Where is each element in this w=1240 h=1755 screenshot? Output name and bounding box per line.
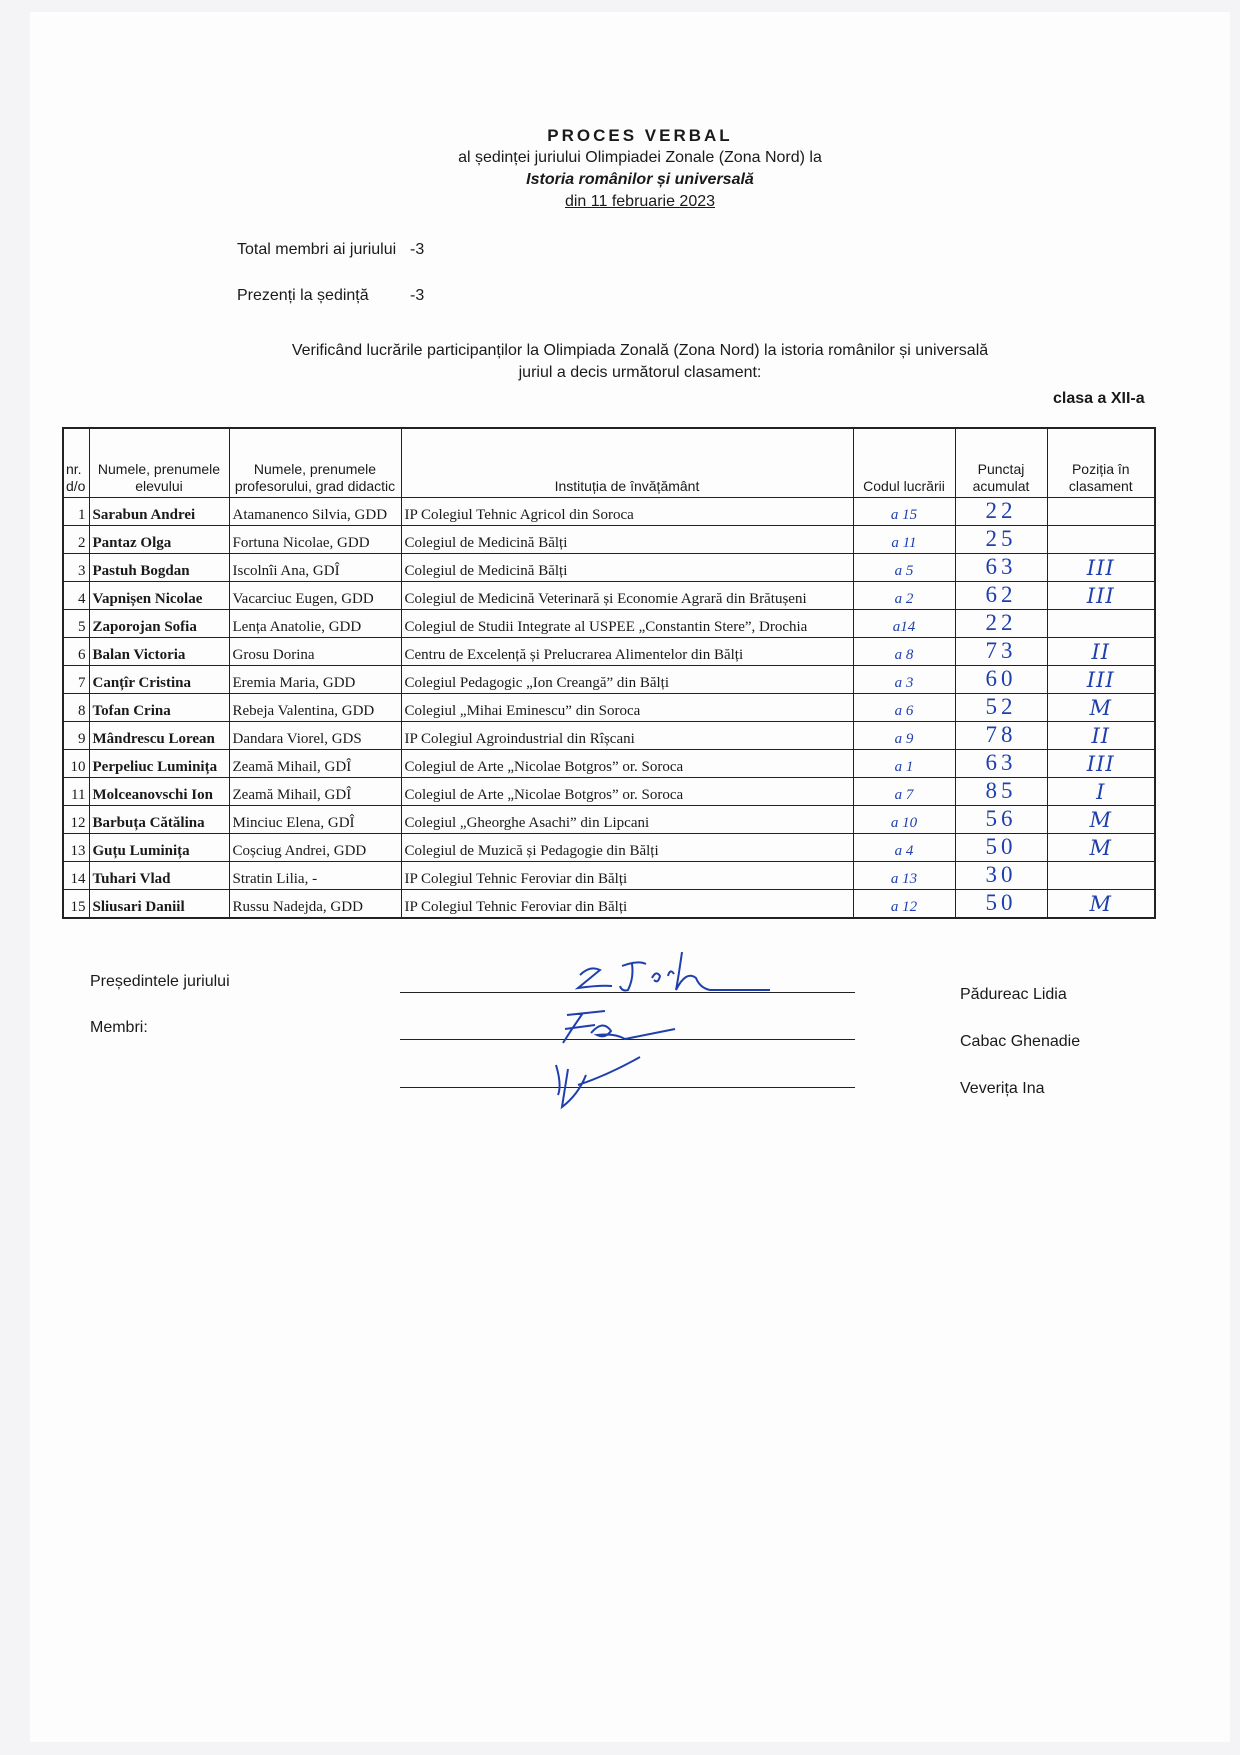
cell-student: Tofan Crina bbox=[89, 694, 229, 722]
table-row bbox=[63, 722, 1155, 750]
cell-rank: M bbox=[1047, 890, 1155, 919]
cell-rank: M bbox=[1047, 834, 1155, 862]
cell-institution: Colegiul de Medicină Bălți bbox=[401, 526, 853, 554]
cell-score: 52 bbox=[955, 694, 1047, 722]
cell-teacher: Russu Nadejda, GDD bbox=[229, 890, 401, 919]
document-subtitle: al ședinței juriului Olimpiadei Zonale (Zona Nord) la bbox=[458, 149, 822, 166]
cell-rank: III bbox=[1047, 750, 1155, 778]
cell-score: 60 bbox=[955, 666, 1047, 694]
cell-nr: 11 bbox=[63, 778, 89, 806]
cell-score: 25 bbox=[955, 526, 1047, 554]
cell-work-code: a 1 bbox=[853, 750, 955, 778]
table-row bbox=[63, 694, 1155, 722]
cell-student: Mândrescu Lorean bbox=[89, 722, 229, 750]
cell-score: 56 bbox=[955, 806, 1047, 834]
cell-institution: Colegiul de Arte „Nicolae Botgros” or. Soroca bbox=[401, 750, 853, 778]
cell-score: 22 bbox=[955, 498, 1047, 526]
total-members-label: Total membri ai juriului bbox=[237, 241, 397, 258]
cell-nr: 12 bbox=[63, 806, 89, 834]
cell-rank: II bbox=[1047, 638, 1155, 666]
cell-student: Perpeliuc Luminița bbox=[89, 750, 229, 778]
cell-institution: IP Colegiul Tehnic Feroviar din Bălți bbox=[401, 890, 853, 919]
cell-nr: 3 bbox=[63, 554, 89, 582]
cell-work-code: a14 bbox=[853, 610, 955, 638]
cell-institution: Colegiul de Studii Integrate al USPEE „Constantin Stere”, Drochia bbox=[401, 610, 853, 638]
cell-rank bbox=[1047, 526, 1155, 554]
table-row bbox=[63, 498, 1155, 526]
table-row bbox=[63, 806, 1155, 834]
header-block bbox=[0, 125, 1240, 213]
cell-institution: Colegiul de Medicină Bălți bbox=[401, 554, 853, 582]
cell-work-code: a 15 bbox=[853, 498, 955, 526]
table-row bbox=[63, 526, 1155, 554]
cell-student: Canțîr Cristina bbox=[89, 666, 229, 694]
cell-rank bbox=[1047, 610, 1155, 638]
cell-nr: 8 bbox=[63, 694, 89, 722]
present-members-value: -3 bbox=[410, 287, 425, 304]
member-1-name: Cabac Ghenadie bbox=[960, 1033, 1081, 1050]
cell-rank: I bbox=[1047, 778, 1155, 806]
cell-work-code: a 11 bbox=[853, 526, 955, 554]
cell-institution: Colegiul Pedagogic „Ion Creangă” din Bălți bbox=[401, 666, 853, 694]
signature-member-2 bbox=[548, 1055, 658, 1115]
cell-student: Sliusari Daniil bbox=[89, 890, 229, 919]
cell-rank bbox=[1047, 862, 1155, 890]
cell-teacher: Lența Anatolie, GDD bbox=[229, 610, 401, 638]
header-prof: Numele, prenumele profesorului, grad didactic bbox=[229, 428, 401, 498]
intro-line-1: Verificând lucrările participanților la Olimpiada Zonală (Zona Nord) la istoria românilor și universală bbox=[291, 342, 989, 359]
cell-score: 63 bbox=[955, 554, 1047, 582]
cell-nr: 14 bbox=[63, 862, 89, 890]
cell-work-code: a 8 bbox=[853, 638, 955, 666]
cell-student: Balan Victoria bbox=[89, 638, 229, 666]
cell-teacher: Dandara Viorel, GDS bbox=[229, 722, 401, 750]
cell-work-code: a 3 bbox=[853, 666, 955, 694]
cell-work-code: a 10 bbox=[853, 806, 955, 834]
total-members-row bbox=[237, 241, 425, 259]
table-row bbox=[63, 582, 1155, 610]
cell-rank: II bbox=[1047, 722, 1155, 750]
signature-president bbox=[560, 940, 800, 1000]
cell-student: Vapnișen Nicolae bbox=[89, 582, 229, 610]
header-punctaj: Punctaj acumulat bbox=[955, 428, 1047, 498]
table-row bbox=[63, 778, 1155, 806]
cell-teacher: Stratin Lilia, - bbox=[229, 862, 401, 890]
cell-teacher: Eremia Maria, GDD bbox=[229, 666, 401, 694]
subject-title: Istoria românilor și universală bbox=[526, 171, 754, 188]
cell-score: 63 bbox=[955, 750, 1047, 778]
cell-score: 73 bbox=[955, 638, 1047, 666]
cell-student: Pastuh Bogdan bbox=[89, 554, 229, 582]
table-row bbox=[63, 554, 1155, 582]
cell-work-code: a 13 bbox=[853, 862, 955, 890]
cell-rank: III bbox=[1047, 666, 1155, 694]
cell-student: Barbuța Cătălina bbox=[89, 806, 229, 834]
cell-student: Zaporojan Sofia bbox=[89, 610, 229, 638]
signature-member-1 bbox=[555, 1005, 685, 1055]
header-cod: Codul lucrării bbox=[853, 428, 955, 498]
ranking-table bbox=[62, 427, 1156, 919]
cell-nr: 1 bbox=[63, 498, 89, 526]
table-row bbox=[63, 666, 1155, 694]
intro-text bbox=[260, 340, 1020, 384]
cell-score: 62 bbox=[955, 582, 1047, 610]
header-elev: Numele, prenumele elevului bbox=[89, 428, 229, 498]
cell-rank: III bbox=[1047, 582, 1155, 610]
cell-teacher: Grosu Dorina bbox=[229, 638, 401, 666]
cell-teacher: Zeamă Mihail, GDÎ bbox=[229, 778, 401, 806]
cell-institution: Colegiul de Muzică și Pedagogie din Bălți bbox=[401, 834, 853, 862]
cell-work-code: a 12 bbox=[853, 890, 955, 919]
cell-teacher: Zeamă Mihail, GDÎ bbox=[229, 750, 401, 778]
cell-student: Molceanovschi Ion bbox=[89, 778, 229, 806]
cell-institution: Centru de Excelență și Prelucrarea Alimentelor din Bălți bbox=[401, 638, 853, 666]
table-row bbox=[63, 862, 1155, 890]
total-members-value: -3 bbox=[410, 241, 425, 258]
cell-student: Tuhari Vlad bbox=[89, 862, 229, 890]
cell-rank bbox=[1047, 498, 1155, 526]
cell-institution: Colegiul „Mihai Eminescu” din Soroca bbox=[401, 694, 853, 722]
president-label: Președintele juriului bbox=[90, 973, 230, 990]
cell-nr: 7 bbox=[63, 666, 89, 694]
cell-score: 22 bbox=[955, 610, 1047, 638]
table-row bbox=[63, 834, 1155, 862]
table-header-row bbox=[63, 428, 1155, 498]
cell-work-code: a 7 bbox=[853, 778, 955, 806]
cell-student: Pantaz Olga bbox=[89, 526, 229, 554]
cell-nr: 6 bbox=[63, 638, 89, 666]
header-nr: nr. d/o bbox=[63, 428, 89, 498]
cell-nr: 15 bbox=[63, 890, 89, 919]
cell-score: 30 bbox=[955, 862, 1047, 890]
date-line: din 11 februarie 2023 bbox=[564, 193, 716, 210]
members-label: Membri: bbox=[90, 1019, 148, 1036]
cell-work-code: a 5 bbox=[853, 554, 955, 582]
header-pozitia: Poziția în clasament bbox=[1047, 428, 1155, 498]
cell-nr: 9 bbox=[63, 722, 89, 750]
cell-nr: 2 bbox=[63, 526, 89, 554]
table-row bbox=[63, 750, 1155, 778]
table-row bbox=[63, 890, 1155, 919]
cell-teacher: Atamanenco Silvia, GDD bbox=[229, 498, 401, 526]
cell-score: 50 bbox=[955, 890, 1047, 919]
cell-teacher: Coșciug Andrei, GDD bbox=[229, 834, 401, 862]
cell-institution: Colegiul de Arte „Nicolae Botgros” or. Soroca bbox=[401, 778, 853, 806]
cell-rank: III bbox=[1047, 554, 1155, 582]
cell-teacher: Vacarciuc Eugen, GDD bbox=[229, 582, 401, 610]
cell-institution: Colegiul de Medicină Veterinară și Economie Agrară din Brătușeni bbox=[401, 582, 853, 610]
cell-work-code: a 2 bbox=[853, 582, 955, 610]
cell-work-code: a 4 bbox=[853, 834, 955, 862]
cell-nr: 10 bbox=[63, 750, 89, 778]
intro-line-2: juriul a decis următorul clasament: bbox=[518, 364, 762, 381]
cell-score: 50 bbox=[955, 834, 1047, 862]
cell-work-code: a 9 bbox=[853, 722, 955, 750]
present-members-row bbox=[237, 287, 425, 305]
class-label: clasa a XII-a bbox=[1053, 390, 1145, 407]
cell-institution: Colegiul „Gheorghe Asachi” din Lipcani bbox=[401, 806, 853, 834]
table-row bbox=[63, 610, 1155, 638]
present-members-label: Prezenți la ședință bbox=[237, 287, 369, 304]
cell-score: 78 bbox=[955, 722, 1047, 750]
cell-nr: 4 bbox=[63, 582, 89, 610]
header-inst: Instituția de învățământ bbox=[401, 428, 853, 498]
president-name: Pădureac Lidia bbox=[960, 986, 1067, 1003]
member-2-name: Veverița Ina bbox=[960, 1080, 1045, 1097]
cell-nr: 5 bbox=[63, 610, 89, 638]
cell-student: Guțu Luminița bbox=[89, 834, 229, 862]
cell-institution: IP Colegiul Agroindustrial din Rîșcani bbox=[401, 722, 853, 750]
cell-work-code: a 6 bbox=[853, 694, 955, 722]
cell-institution: IP Colegiul Tehnic Feroviar din Bălți bbox=[401, 862, 853, 890]
document-title: PROCES VERBAL bbox=[547, 126, 733, 145]
cell-teacher: Iscolnîi Ana, GDÎ bbox=[229, 554, 401, 582]
cell-rank: M bbox=[1047, 694, 1155, 722]
cell-score: 85 bbox=[955, 778, 1047, 806]
cell-nr: 13 bbox=[63, 834, 89, 862]
table-body bbox=[63, 498, 1155, 919]
cell-institution: IP Colegiul Tehnic Agricol din Soroca bbox=[401, 498, 853, 526]
cell-student: Sarabun Andrei bbox=[89, 498, 229, 526]
table-row bbox=[63, 638, 1155, 666]
cell-teacher: Minciuc Elena, GDÎ bbox=[229, 806, 401, 834]
cell-rank: M bbox=[1047, 806, 1155, 834]
cell-teacher: Rebeja Valentina, GDD bbox=[229, 694, 401, 722]
cell-teacher: Fortuna Nicolae, GDD bbox=[229, 526, 401, 554]
